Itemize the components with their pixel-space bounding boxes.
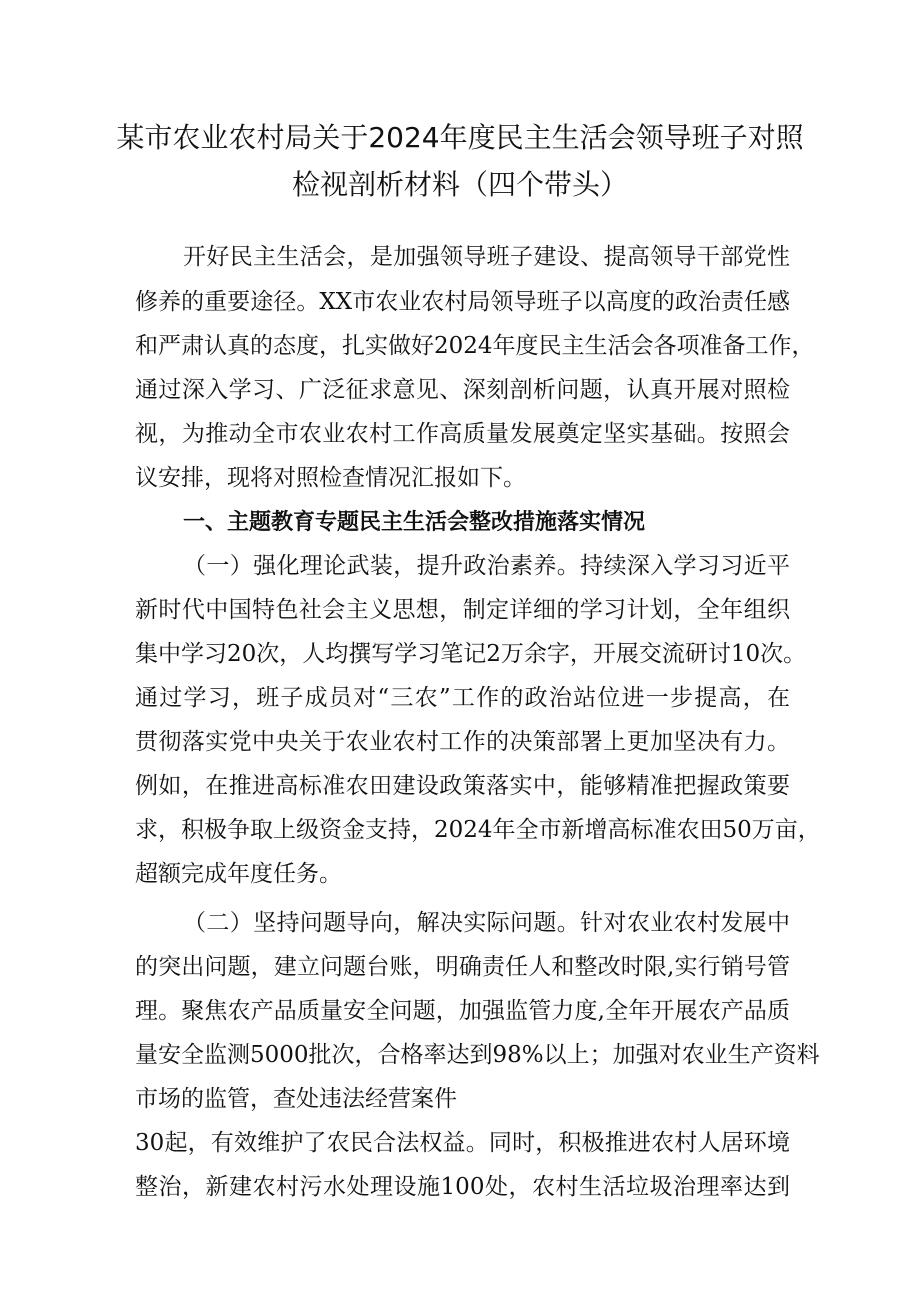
paragraph-1-line: 超额完成年度任务。 — [135, 861, 342, 887]
paragraph-2-line: 30起，有效维护了农民合法权益。同时，积极推进农村人居环境 — [135, 1130, 790, 1156]
paragraph-2-line: 理。聚焦农产品质量安全问题，加强监管力度,全年开展农产品质 — [135, 998, 790, 1024]
intro-line: 和严肃认真的态度，扎实做好2024年度民主生活会各项准备工作， — [135, 333, 815, 359]
paragraph-2-line: 整治，新建农村污水处理设施100处，农村生活垃圾治理率达到 — [135, 1174, 790, 1200]
paragraph-1-line: 例如，在推进高标准农田建设政策落实中，能够精准把握政策要 — [135, 773, 790, 799]
intro-line: 开好民主生活会，是加强领导班子建设、提高领导干部党性 — [183, 244, 790, 270]
intro-line: 视，为推动全市农业农村工作高质量发展奠定坚实基础。按照会 — [135, 421, 790, 447]
section-heading: 一、主题教育专题民主生活会整改措施落实情况 — [183, 510, 646, 535]
paragraph-1-line: 求，积极争取上级资金支持，2024年全市新增高标准农田50万亩， — [135, 817, 821, 843]
intro-line: 议安排，现将对照检查情况汇报如下。 — [135, 465, 526, 491]
paragraph-2-line: 市场的监管，查处违法经营案件 — [135, 1086, 457, 1112]
document-title-line-1: 某市农业农村局关于2024年度民主生活会领导班子对照 — [116, 121, 804, 154]
paragraph-1-line: 通过学习，班子成员对“三农”工作的政治站位进一步提高，在 — [135, 685, 790, 711]
paragraph-1-line: 新时代中国特色社会主义思想，制定详细的学习计划，全年组织 — [135, 597, 790, 623]
document-title-line-2: 检视剖析材料（四个带头） — [291, 168, 628, 201]
paragraph-2-line: 的突出问题，建立问题台账，明确责任人和整改时限,实行销号管 — [135, 954, 790, 980]
paragraph-1-line: 贯彻落实党中央关于农业农村工作的决策部署上更加坚决有力。 — [135, 729, 790, 755]
intro-line: 通过深入学习、广泛征求意见、深刻剖析问题，认真开展对照检 — [135, 377, 790, 403]
paragraph-1-line: 集中学习20次，人均撰写学习笔记2万余字，开展交流研讨10次。 — [135, 641, 807, 667]
paragraph-2-line: 量安全监测5000批次，合格率达到98%以上；加强对农业生产资料 — [135, 1042, 820, 1068]
intro-line: 修养的重要途径。XX市农业农村局领导班子以高度的政治责任感 — [135, 289, 790, 315]
paragraph-2-line: （二）坚持问题导向，解决实际问题。针对农业农村发展中 — [183, 910, 790, 936]
paragraph-1-line: （一）强化理论武装，提升政治素养。持续深入学习习近平 — [183, 553, 790, 579]
